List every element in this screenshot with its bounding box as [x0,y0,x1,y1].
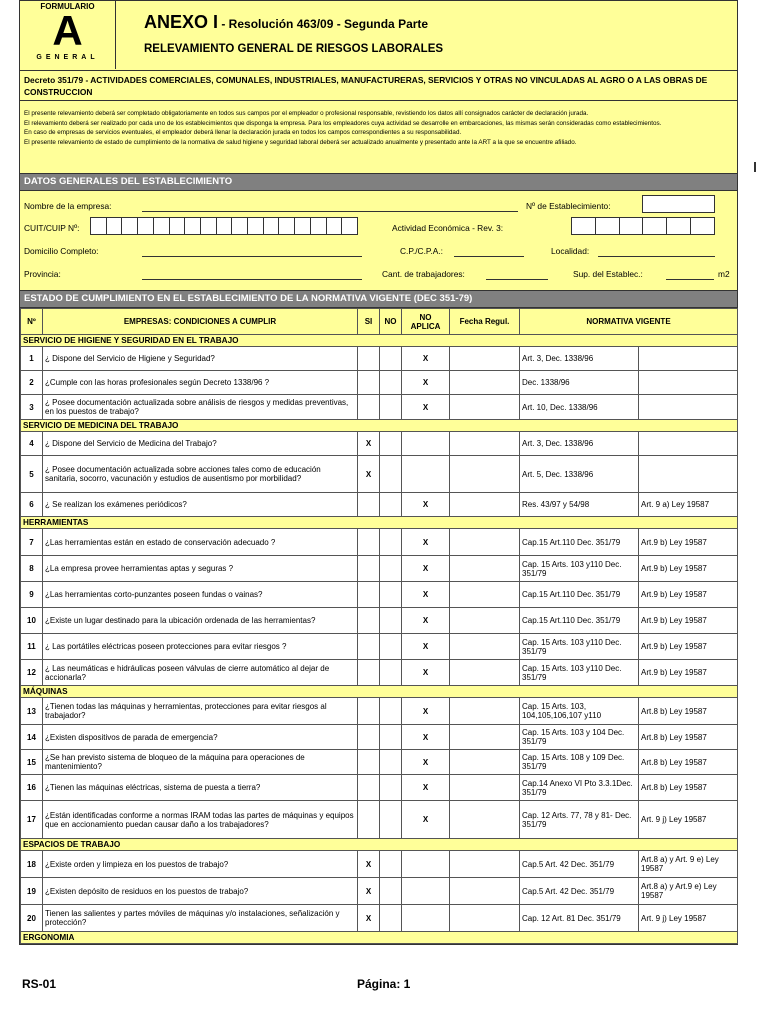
row-no-aplica-cell[interactable]: X [402,371,450,395]
requirements-table [20,308,738,944]
row-no-aplica-cell[interactable]: X [402,582,450,608]
instruction-line: El presente relevamiento deberá ser completado obligatoriamente en todos sus campos por el empleador o profesional responsable, revistiendo los datos allí consignados carácter de declaración jurada. [24,110,589,117]
row-condition: ¿Existe orden y limpieza en los puestos de trabajo? [43,851,358,878]
row-number: 13 [21,698,43,725]
section-row [21,839,738,851]
row-si-cell[interactable] [358,775,380,801]
row-fecha-cell[interactable] [450,371,520,395]
row-no-aplica-cell[interactable]: X [402,725,450,750]
table-row [21,634,738,660]
form-subtitle: RELEVAMIENTO GENERAL DE RIESGOS LABORALES [144,43,444,55]
instructions [20,101,737,174]
row-no-cell[interactable] [380,529,402,556]
table-row [21,347,738,371]
col-no: NO [380,309,402,335]
row-fecha-cell[interactable] [450,851,520,878]
row-number: 7 [21,529,43,556]
row-si-cell[interactable] [358,493,380,517]
form-letter: A [52,7,83,54]
row-condition: ¿Cumple con las horas profesionales según Decreto 1338/96 ? [43,371,358,395]
row-normativa: Cap. 15 Arts. 103 y110 Dec. 351/79 [520,634,639,660]
table-row [21,493,738,517]
row-no-cell[interactable] [380,750,402,775]
table-row [21,371,738,395]
row-normativa-ley [639,347,738,371]
row-no-cell[interactable] [380,634,402,660]
row-si-cell[interactable] [358,371,380,395]
row-no-cell[interactable] [380,698,402,725]
row-si-cell[interactable] [358,634,380,660]
table-row [21,750,738,775]
row-normativa: Cap. 15 Arts. 103 y 104 Dec. 351/79 [520,725,639,750]
domicilio-label: Domicilio Completo: [24,246,99,256]
row-no-cell[interactable] [380,608,402,634]
row-si-cell[interactable] [358,529,380,556]
row-no-cell[interactable] [380,801,402,839]
row-normativa-ley [639,432,738,456]
empresa-field[interactable] [142,211,518,212]
row-si-cell[interactable]: X [358,456,380,493]
row-normativa-ley: Art.8 b) Ley 19587 [639,750,738,775]
row-fecha-cell[interactable] [450,801,520,839]
actividad-label: Actividad Económica - Rev. 3: [392,223,504,233]
col-num: Nº [21,309,43,335]
form-type-box [20,1,116,69]
row-no-aplica-cell[interactable]: X [402,750,450,775]
row-number: 4 [21,432,43,456]
row-normativa-ley [639,456,738,493]
row-no-aplica-cell[interactable]: X [402,660,450,686]
estado-heading: ESTADO DE CUMPLIMIENTO EN EL ESTABLECIMIENTO DE LA NORMATIVA VIGENTE (DEC 351-79) [20,291,737,308]
row-fecha-cell[interactable] [450,493,520,517]
table-row [21,432,738,456]
actividad-field[interactable] [571,217,715,235]
row-no-aplica-cell[interactable]: X [402,698,450,725]
annex-label: ANEXO I [144,12,219,32]
instruction-line: En caso de empresas de servicios eventuales, el empleador deberá llenar la declaración jurada en todos los campos correspondientes a su responsabilidad. [24,129,462,136]
row-no-aplica-cell[interactable]: X [402,529,450,556]
empresa-label: Nombre de la empresa: [24,201,112,211]
section-row [21,420,738,432]
table-row [21,801,738,839]
row-no-aplica-cell[interactable] [402,851,450,878]
form-header [20,1,737,71]
table-row [21,698,738,725]
table-row [21,395,738,420]
row-si-cell[interactable] [358,556,380,582]
row-fecha-cell[interactable] [450,905,520,932]
localidad-field[interactable] [598,256,715,257]
row-fecha-cell[interactable] [450,634,520,660]
row-normativa: Cap. 15 Arts. 103 y110 Dec. 351/79 [520,660,639,686]
table-row [21,851,738,878]
row-normativa: Art. 3, Dec. 1338/96 [520,432,639,456]
section-title: SERVICIO DE HIGIENE Y SEGURIDAD EN EL TRABAJO [21,335,738,347]
superficie-unit: m2 [718,269,730,279]
row-si-cell[interactable] [358,725,380,750]
row-fecha-cell[interactable] [450,529,520,556]
row-number: 9 [21,582,43,608]
localidad-label: Localidad: [551,246,590,256]
table-row [21,660,738,686]
form-frame [19,0,738,945]
row-no-aplica-cell[interactable]: X [402,493,450,517]
row-normativa-ley: Art.9 b) Ley 19587 [639,556,738,582]
row-condition: ¿Existen depósito de residuos en los puestos de trabajo? [43,878,358,905]
row-normativa-ley [639,395,738,420]
row-normativa: Dec. 1338/96 [520,371,639,395]
section-row [21,517,738,529]
row-number: 2 [21,371,43,395]
superficie-field[interactable] [666,279,714,280]
table-row [21,556,738,582]
trabajadores-field[interactable] [486,279,548,280]
row-normativa: Cap.15 Art.110 Dec. 351/79 [520,529,639,556]
form-label: FORMULARIO [40,2,95,11]
row-fecha-cell[interactable] [450,608,520,634]
row-fecha-cell[interactable] [450,556,520,582]
row-condition: ¿Las herramientas están en estado de conservación adecuado ? [43,529,358,556]
row-no-cell[interactable] [380,456,402,493]
section-title: ESPACIOS DE TRABAJO [21,839,738,851]
row-no-aplica-cell[interactable]: X [402,634,450,660]
row-condition: ¿Las herramientas corto-punzantes poseen fundas o vainas? [43,582,358,608]
row-number: 18 [21,851,43,878]
domicilio-field[interactable] [142,256,362,257]
row-no-cell[interactable] [380,432,402,456]
row-no-cell[interactable] [380,493,402,517]
row-no-cell[interactable] [380,851,402,878]
section-title: MÁQUINAS [21,686,738,698]
row-condition: ¿Están identificadas conforme a normas IRAM todas las partes de máquinas y equipos que en accionamiento puedan causar daño a los trabajadores? [43,801,358,839]
row-no-cell[interactable] [380,371,402,395]
row-normativa-ley [639,371,738,395]
row-normativa: Art. 10, Dec. 1338/96 [520,395,639,420]
row-number: 6 [21,493,43,517]
decreto-banner: Decreto 351/79 - ACTIVIDADES COMERCIALES, COMUNALES, INDUSTRIALES, MANUFACTURERAS, SERVICIOS Y OTRAS NO VINCULADAS AL AGRO O A LAS OBRAS DE CONSTRUCCION [20,71,737,101]
provincia-label: Provincia: [24,269,61,279]
row-si-cell[interactable] [358,608,380,634]
page-number: Página: 1 [357,977,411,991]
row-no-cell[interactable] [380,878,402,905]
row-normativa: Art. 3, Dec. 1338/96 [520,347,639,371]
row-normativa-ley: Art.9 b) Ley 19587 [639,634,738,660]
row-si-cell[interactable] [358,582,380,608]
row-number: 14 [21,725,43,750]
datos-heading: DATOS GENERALES DEL ESTABLECIMIENTO [20,174,737,191]
row-fecha-cell[interactable] [450,878,520,905]
table-row [21,582,738,608]
row-number: 5 [21,456,43,493]
section-title: SERVICIO DE MEDICINA DEL TRABAJO [21,420,738,432]
row-si-cell[interactable] [358,801,380,839]
row-normativa-ley: Art.8 b) Ley 19587 [639,775,738,801]
row-normativa-ley: Art.9 b) Ley 19587 [639,582,738,608]
row-no-cell[interactable] [380,582,402,608]
section-row [21,686,738,698]
row-condition: ¿ Dispone del Servicio de Medicina del Trabajo? [43,432,358,456]
row-no-aplica-cell[interactable]: X [402,608,450,634]
row-number: 3 [21,395,43,420]
table-row [21,456,738,493]
provincia-field[interactable] [142,279,362,280]
table-row [21,878,738,905]
resolution-label: - Resolución 463/09 - Segunda Parte [218,17,429,31]
row-fecha-cell[interactable] [450,432,520,456]
row-si-cell[interactable] [358,347,380,371]
row-si-cell[interactable]: X [358,432,380,456]
row-fecha-cell[interactable] [450,582,520,608]
row-condition: Tienen las salientes y partes móviles de máquinas y/o instalaciones, señalización y protección? [43,905,358,932]
row-fecha-cell[interactable] [450,395,520,420]
trabajadores-label: Cant. de trabajadores: [382,269,465,279]
row-fecha-cell[interactable] [450,775,520,801]
row-normativa: Cap. 12 Art. 81 Dec. 351/79 [520,905,639,932]
row-normativa: Cap.5 Art. 42 Dec. 351/79 [520,851,639,878]
row-number: 11 [21,634,43,660]
col-no-aplica: NO APLICA [402,309,450,335]
row-condition: ¿ Las portátiles eléctricas poseen protecciones para evitar riesgos ? [43,634,358,660]
row-condition: ¿Existen dispositivos de parada de emergencia? [43,725,358,750]
table-row [21,725,738,750]
row-normativa-ley: Art.8 b) Ley 19587 [639,725,738,750]
instruction-line: El presente relevamiento de estado de cumplimiento de la normativa de salud higiene y seguridad laboral deberá ser actualizado anualmente y presentado ante la ART a la que se encuentre afiliado. [24,138,577,146]
row-number: 17 [21,801,43,839]
row-normativa: Cap. 15 Arts. 103, 104,105,106,107 y110 [520,698,639,725]
superficie-label: Sup. del Establec.: [573,269,643,279]
row-normativa-ley: Art. 9 j) Ley 19587 [639,801,738,839]
section-title: ERGONOMIA [21,932,738,944]
row-si-cell[interactable] [358,698,380,725]
form-code: RS-01 [22,977,57,991]
row-number: 10 [21,608,43,634]
row-no-cell[interactable] [380,556,402,582]
section-row [21,932,738,944]
row-no-cell[interactable] [380,905,402,932]
row-condition: ¿ Se realizan los exámenes periódicos? [43,493,358,517]
row-condition: ¿Existe un lugar destinado para la ubicación ordenada de las herramientas? [43,608,358,634]
row-no-aplica-cell[interactable] [402,905,450,932]
row-fecha-cell[interactable] [450,698,520,725]
row-number: 8 [21,556,43,582]
row-si-cell[interactable] [358,395,380,420]
row-number: 1 [21,347,43,371]
row-normativa: Art. 5, Dec. 1338/96 [520,456,639,493]
row-normativa-ley: Art.8 a) y Art.9 e) Ley 19587 [639,878,738,905]
form-type: GENERAL [36,54,99,61]
row-number: 20 [21,905,43,932]
row-no-aplica-cell[interactable] [402,878,450,905]
row-no-cell[interactable] [380,775,402,801]
establecimiento-field[interactable] [642,195,715,213]
row-number: 15 [21,750,43,775]
column-header-row [21,309,738,335]
row-normativa-ley: Art.8 a) y Art. 9 e) Ley 19587 [639,851,738,878]
table-row [21,608,738,634]
row-condition: ¿ Posee documentación actualizada sobre acciones tales como de educación sanitaria, socorro, vacunación y estudios de ausentismo por morbilidad? [43,456,358,493]
row-no-aplica-cell[interactable]: X [402,801,450,839]
row-normativa: Cap. 15 Arts. 103 y110 Dec. 351/79 [520,556,639,582]
section-title: HERRAMIENTAS [21,517,738,529]
row-no-aplica-cell[interactable]: X [402,347,450,371]
row-number: 16 [21,775,43,801]
row-number: 12 [21,660,43,686]
row-no-aplica-cell[interactable]: X [402,556,450,582]
row-normativa-ley: Art. 9 a) Ley 19587 [639,493,738,517]
row-normativa: Cap.5 Art. 42 Dec. 351/79 [520,878,639,905]
row-condition: ¿Tienen todas las máquinas y herramientas, protecciones para evitar riesgos al trabajador? [43,698,358,725]
cuit-field[interactable] [90,217,358,235]
table-row [21,775,738,801]
table-row [21,905,738,932]
row-fecha-cell[interactable] [450,347,520,371]
row-no-cell[interactable] [380,347,402,371]
row-normativa: Cap.15 Art.110 Dec. 351/79 [520,582,639,608]
row-si-cell[interactable]: X [358,878,380,905]
row-condition: ¿Se han previsto sistema de bloqueo de la máquina para operaciones de mantenimiento? [43,750,358,775]
col-condiciones: EMPRESAS: CONDICIONES A CUMPLIR [43,309,358,335]
row-no-aplica-cell[interactable]: X [402,775,450,801]
margin-marker [754,162,756,172]
row-normativa-ley: Art. 9 j) Ley 19587 [639,905,738,932]
row-normativa: Cap.15 Art.110 Dec. 351/79 [520,608,639,634]
cp-field[interactable] [454,256,524,257]
row-condition: ¿ Dispone del Servicio de Higiene y Seguridad? [43,347,358,371]
table-row [21,529,738,556]
row-no-cell[interactable] [380,395,402,420]
datos-section [20,191,737,291]
row-condition: ¿La empresa provee herramientas aptas y seguras ? [43,556,358,582]
row-condition: ¿ Posee documentación actualizada sobre análisis de riesgos y medidas preventivas, en los puestos de trabajo? [43,395,358,420]
row-fecha-cell[interactable] [450,456,520,493]
row-number: 19 [21,878,43,905]
row-condition: ¿Tienen las máquinas eléctricas, sistema de puesta a tierra? [43,775,358,801]
row-condition: ¿ Las neumáticas e hidráulicas poseen válvulas de cierre automático al dejar de accionarla? [43,660,358,686]
row-si-cell[interactable]: X [358,851,380,878]
row-fecha-cell[interactable] [450,750,520,775]
row-fecha-cell[interactable] [450,725,520,750]
section-row [21,335,738,347]
row-no-cell[interactable] [380,660,402,686]
row-fecha-cell[interactable] [450,660,520,686]
row-normativa-ley: Art.9 b) Ley 19587 [639,660,738,686]
row-no-aplica-cell[interactable] [402,456,450,493]
row-normativa: Cap. 12 Arts. 77, 78 y 81- Dec. 351/79 [520,801,639,839]
row-si-cell[interactable] [358,660,380,686]
col-normativa: NORMATIVA VIGENTE [520,309,738,335]
cp-label: C.P./C.P.A.: [400,246,443,256]
row-si-cell[interactable] [358,750,380,775]
row-no-cell[interactable] [380,725,402,750]
col-fecha: Fecha Regul. [450,309,520,335]
row-normativa-ley: Art.8 b) Ley 19587 [639,698,738,725]
row-normativa: Cap.14 Anexo VI Pto 3.3.1Dec. 351/79 [520,775,639,801]
annex-title [144,12,428,33]
row-normativa-ley: Art.9 b) Ley 19587 [639,608,738,634]
establecimiento-label: Nº de Establecimiento: [526,201,611,211]
row-no-aplica-cell[interactable] [402,432,450,456]
row-normativa-ley: Art.9 b) Ley 19587 [639,529,738,556]
row-no-aplica-cell[interactable]: X [402,395,450,420]
row-normativa: Res. 43/97 y 54/98 [520,493,639,517]
col-si: SI [358,309,380,335]
cuit-label: CUIT/CUIP Nº: [24,223,80,233]
instruction-line: El relevamiento deberá ser realizado por cada uno de los establecimientos que disponga la empresa. Para los empleadores cuya actividad se desarrolle en embarcaciones, las mismas serán consideradas como establecimientos. [24,119,662,127]
row-normativa: Cap. 15 Arts. 108 y 109 Dec. 351/79 [520,750,639,775]
row-si-cell[interactable]: X [358,905,380,932]
